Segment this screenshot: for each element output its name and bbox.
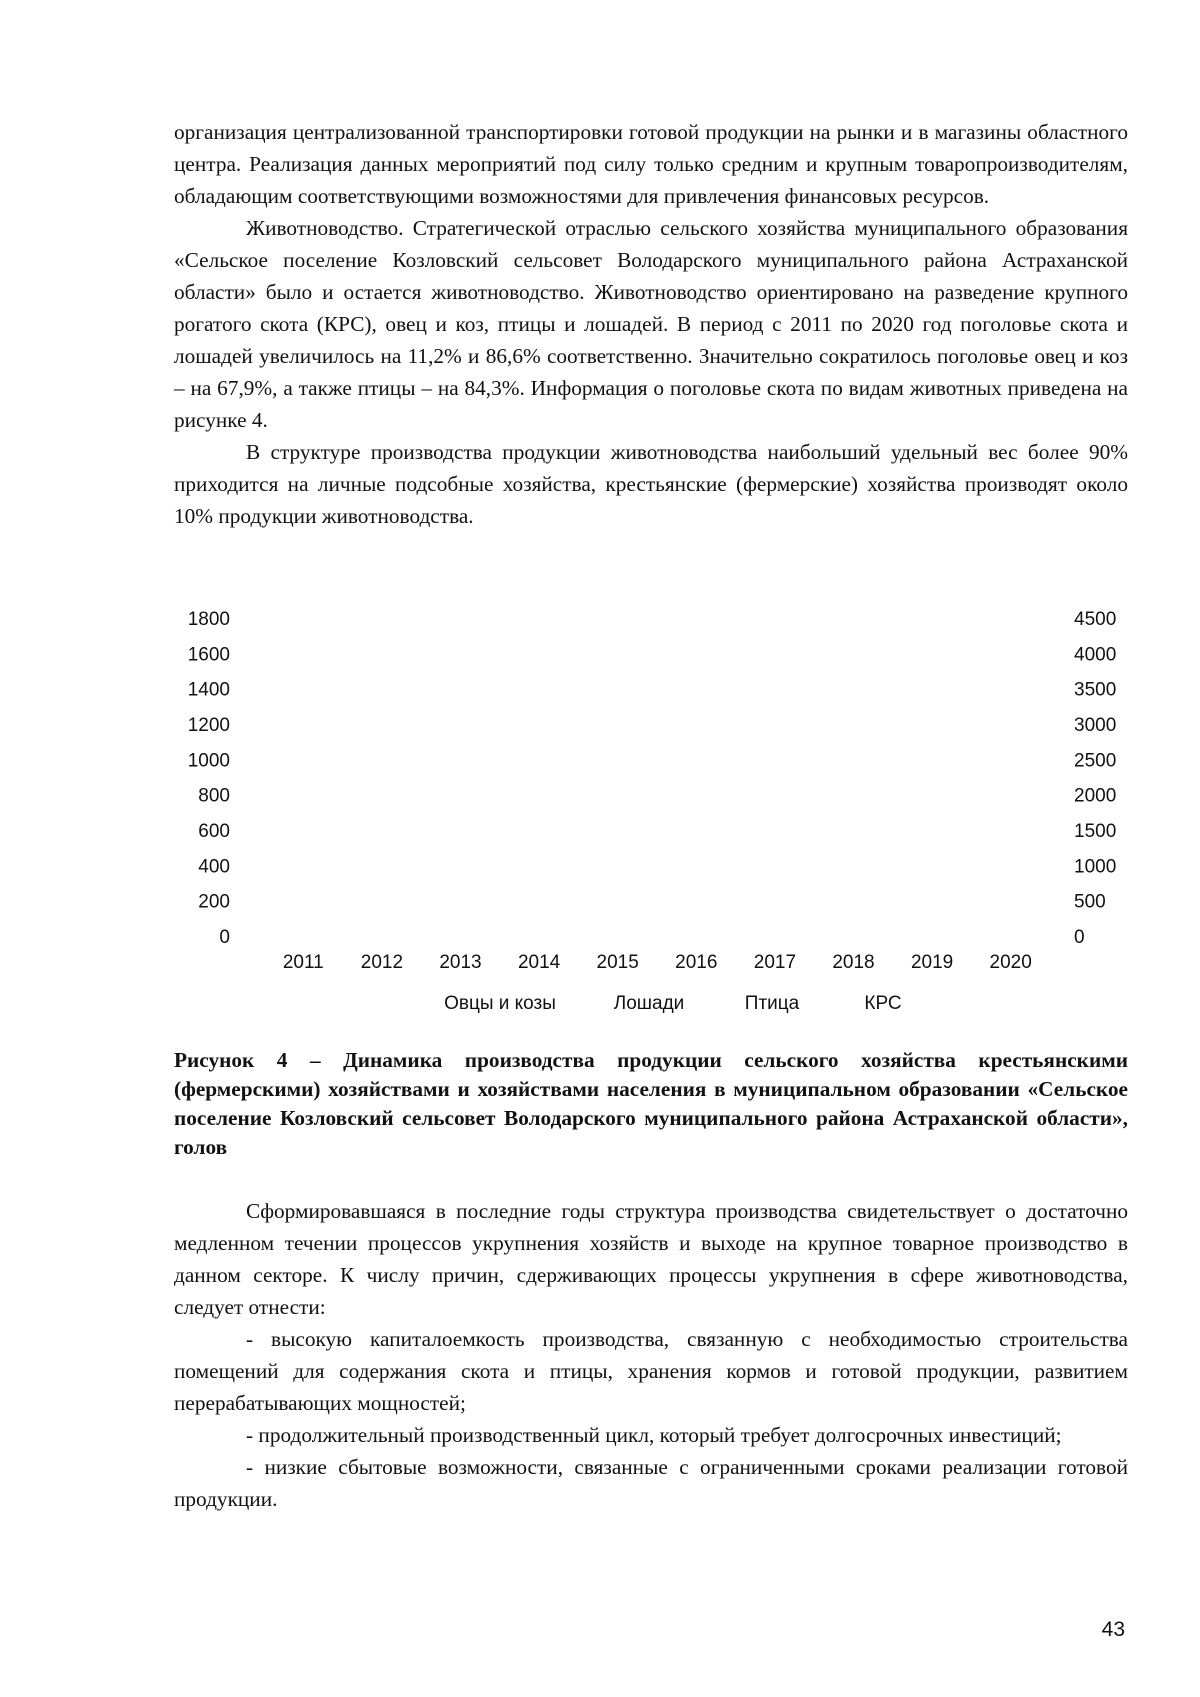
paragraph-livestock: Животноводство. Стратегической отраслью сельского хозяйства муниципального образования «Сельское поселение Козловский сельсовет Володарского муниципального района Астраханской области» было и остается животноводство. Животноводство ориентировано на разведение крупного рогатого скота (КРС), овец и коз, птицы и лошадей. В период с 2011 по 2020 год поголовье скота и лошадей увеличилось на 11,2% и 86,6% соответственно. Значительно сократилось поголовье овец и коз – на 67,9%, а также птицы – на 84,3%. Информация о поголовье скота по видам животных приведена на рисунке 4. — [174, 216, 1128, 432]
y-right-tick-label: 3000 — [1074, 715, 1117, 736]
list-item-production-cycle: - продолжительный производственный цикл, который требует долгосрочных инвестиций; — [246, 1423, 1062, 1447]
paragraph-continuation: организация централизованной транспортировки готовой продукции на рынки и в магазины областного центра. Реализация данных мероприятий под силу только средним и крупным товаропроизводителям, обладающим соответствующими возможностями для привлечения финансовых ресурсов. — [174, 120, 1128, 208]
y-left-tick-label: 1600 — [187, 644, 230, 666]
y-left-tick-label: 600 — [198, 821, 230, 842]
figure-caption: Рисунок 4 – Динамика производства продукции сельского хозяйства крестьянскими (фермерскими) хозяйствами и хозяйствами населения в муниципальном образовании «Сельское поселение Козловский сельсовет Володарского муниципального района Астраханской области», голов — [174, 1048, 1128, 1159]
x-tick-label: 2013 — [439, 952, 482, 973]
x-tick-label: 2017 — [753, 952, 797, 973]
paragraph-structure-trend: Сформировавшаяся в последние годы структура производства свидетельствует о достаточно медленном течении процессов укрупнения хозяйств и выходе на крупное товарное производство в данном секторе. К числу причин, сдерживающих процессы укрупнения в сфере животноводства, следует отнести: — [174, 1199, 1128, 1319]
legend-entry: Лошади — [613, 993, 685, 1014]
x-tick-label: 2014 — [517, 952, 561, 973]
x-tick-label: 2018 — [832, 952, 875, 973]
y-left-tick-label: 400 — [198, 856, 230, 878]
x-tick-label: 2011 — [282, 952, 324, 973]
y-right-tick-label: 0 — [1074, 927, 1085, 948]
body-text-top — [174, 116, 1128, 532]
x-tick-label: 2015 — [596, 952, 639, 973]
y-left-tick-label: 1000 — [187, 750, 230, 772]
y-right-tick-label: 2500 — [1074, 750, 1117, 772]
y-left-tick-label: 800 — [198, 785, 230, 807]
list-item-sales-opportunities: - низкие сбытовые возможности, связанные с ограниченными сроками реализации готовой продукции. — [174, 1455, 1128, 1511]
legend-entry: КРС — [864, 993, 902, 1014]
paragraph-production-structure: В структуре производства продукции животноводства наибольший удельный вес более 90% приходится на личные подсобные хозяйства, крестьянские (фермерские) хозяйства производят около 10% продукции животноводства. — [174, 440, 1128, 528]
y-left-tick-label: 1200 — [187, 715, 230, 736]
legend-entry: Птица — [744, 993, 800, 1014]
body-text-bottom — [174, 1195, 1128, 1515]
y-right-tick-label: 500 — [1074, 891, 1106, 913]
page-number: 43 — [1101, 1618, 1125, 1641]
x-tick-label: 2020 — [989, 952, 1032, 973]
y-right-tick-label: 4500 — [1074, 609, 1117, 630]
list-item-capital-intensity: - высокую капиталоемкость производства, связанную с необходимостью строительства помещений для содержания скота и птицы, хранения кормов и готовой продукции, развитием перерабатывающих мощностей; — [174, 1327, 1128, 1415]
livestock-chart — [174, 600, 1128, 1030]
x-tick-label: 2016 — [675, 952, 718, 973]
y-left-tick-label: 1800 — [187, 609, 230, 630]
y-left-tick-label: 0 — [219, 927, 230, 948]
y-left-tick-label: 200 — [198, 891, 230, 913]
y-left-tick-label: 1400 — [187, 679, 230, 701]
y-right-tick-label: 1000 — [1074, 856, 1117, 878]
chart-svg — [174, 600, 1128, 1030]
y-right-tick-label: 3500 — [1074, 679, 1117, 701]
x-tick-label: 2019 — [910, 952, 954, 973]
y-right-tick-label: 2000 — [1074, 785, 1117, 807]
y-right-tick-label: 4000 — [1074, 644, 1117, 666]
legend-entry: Овцы и козы — [444, 993, 556, 1014]
y-right-tick-label: 1500 — [1074, 821, 1117, 842]
x-tick-label: 2012 — [360, 952, 404, 973]
